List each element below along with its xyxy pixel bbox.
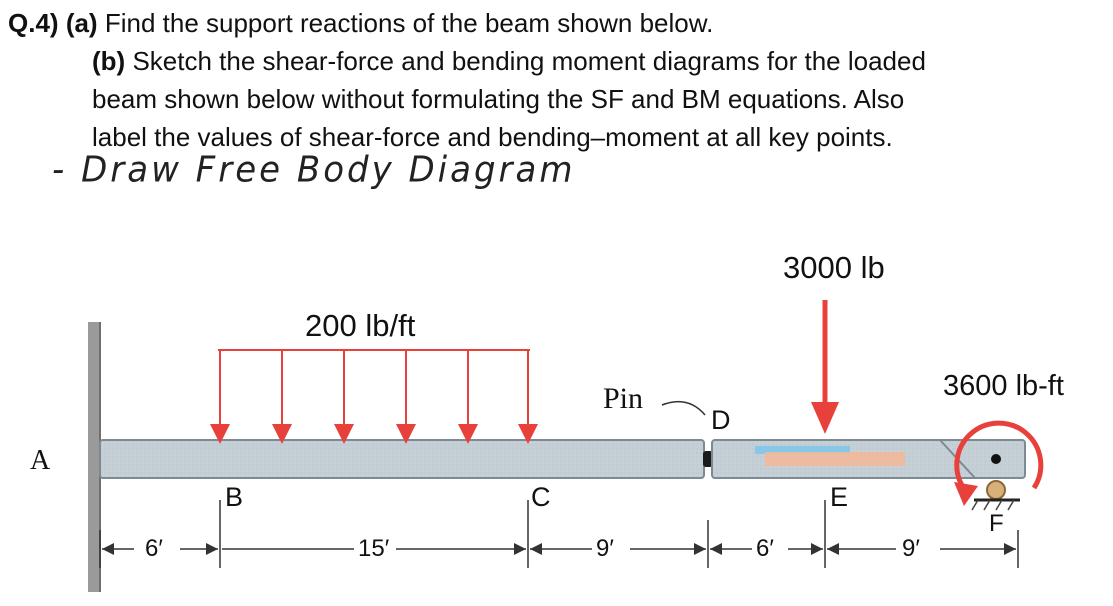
distributed-load-label: 200 lb/ft [305,308,416,343]
part-a-tag: (a) [65,8,98,38]
moment-arrowhead [954,482,978,506]
highlight-mark [765,452,905,466]
part-b-text-3: label the values of shear-force and bending–moment at all key points. [92,122,893,152]
dim-label-cd: 9′ [596,535,614,562]
point-b-label: B [225,482,244,512]
point-load-head [811,402,839,434]
pin-label: Pin [603,382,644,415]
point-a-label: A [30,445,51,476]
pin-leader [662,402,705,415]
part-a-text: Find the support reactions of the beam shown below. [104,8,714,38]
point-e-label: E [830,482,849,512]
question-number: Q.4) [8,8,59,38]
support-f-dot [991,454,1001,464]
dim-label-de: 6′ [756,535,774,562]
moment-label: 3600 lb-ft [943,370,1064,402]
beam-segment-a-d [100,440,704,478]
distributed-load-arrows [220,350,528,434]
dim-label-ef: 9′ [902,535,920,562]
part-b-tag: (b) [92,46,126,76]
dim-label-ab: 6′ [145,535,163,562]
part-b-text-1: Sketch the shear-force and bending moment diagrams for the loaded [132,46,926,76]
point-load-label: 3000 lb [783,250,885,285]
point-c-label: C [531,482,551,512]
handwritten-note: - Draw Free Body Diagram [52,149,576,191]
roller-support-f [987,481,1005,499]
point-d-label: D [711,405,731,435]
point-f-label: F [989,510,1004,537]
dim-label-bc: 15′ [358,535,390,562]
fixed-wall [88,322,100,592]
part-b-text-2: beam shown below without formulating the SF and BM equations. Also [92,84,905,114]
